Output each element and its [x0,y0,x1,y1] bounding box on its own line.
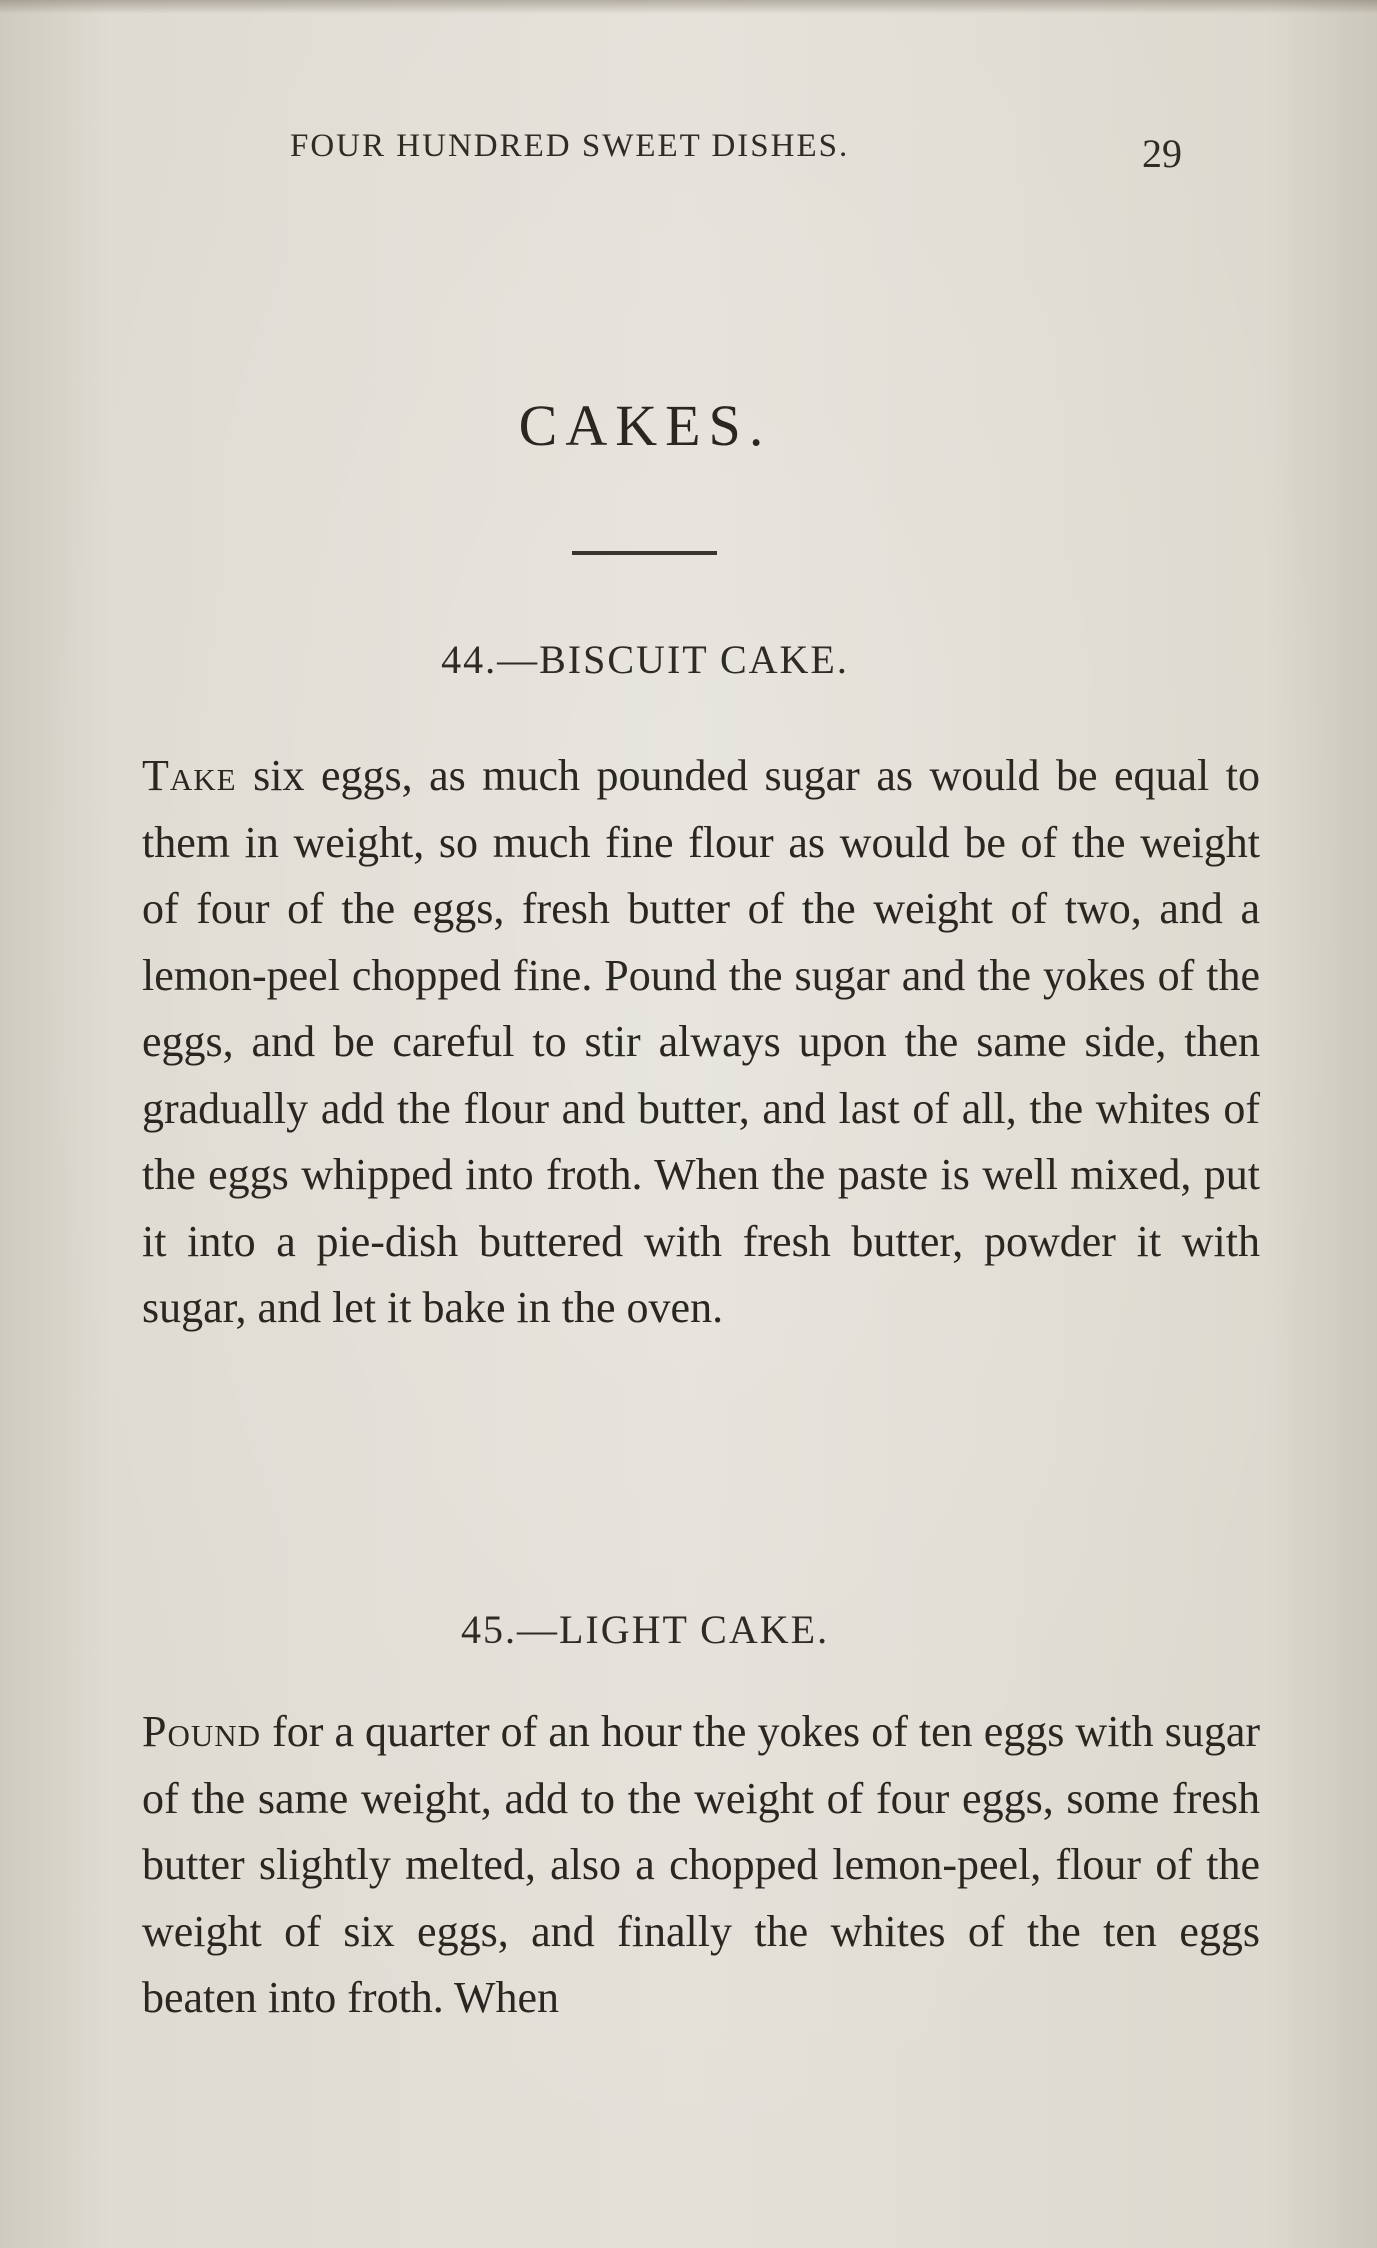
recipe-heading-biscuit-cake: 44.—BISCUIT CAKE. [441,637,849,682]
page-number: 29 [1142,131,1182,176]
section-divider [572,551,717,555]
recipe-lead-word: Pound [142,1707,262,1756]
section-title: CAKES. [518,393,772,458]
recipe-text-biscuit-cake [88,743,1260,1342]
recipe-text-light-cake [88,1699,1260,2032]
page-edge-shadow [0,0,1377,14]
recipe-body: for a quarter of an hour the yokes of ten eggs with sugar of the same weight, add to the weight of four eggs, some fresh butter slightly melted, also a chopped lemon-peel, flour of the weight of six eggs, and finally the whites of the ten eggs beaten into froth. When [142,1707,1261,2022]
recipe-heading-light-cake: 45.—LIGHT CAKE. [460,1607,830,1652]
recipe-lead-word: Take [142,751,237,800]
running-head: FOUR HUNDRED SWEET DISHES. [290,128,850,164]
recipe-body: six eggs, as much pounded sugar as would be equal to them in weight, so much fine flour as would be of the weight of four of the eggs, fresh butter of the weight of two, and a lemon-peel chopped fine. Pound the sugar and the yokes of the eggs, and be careful to stir always upon the same side, then gradually add the flour and butter, and last of all, the whites of the eggs whipped into froth. When the paste is well mixed, put it into a pie-dish buttered with fresh butter, powder it with sugar, and let it bake in the oven. [142,751,1260,1332]
